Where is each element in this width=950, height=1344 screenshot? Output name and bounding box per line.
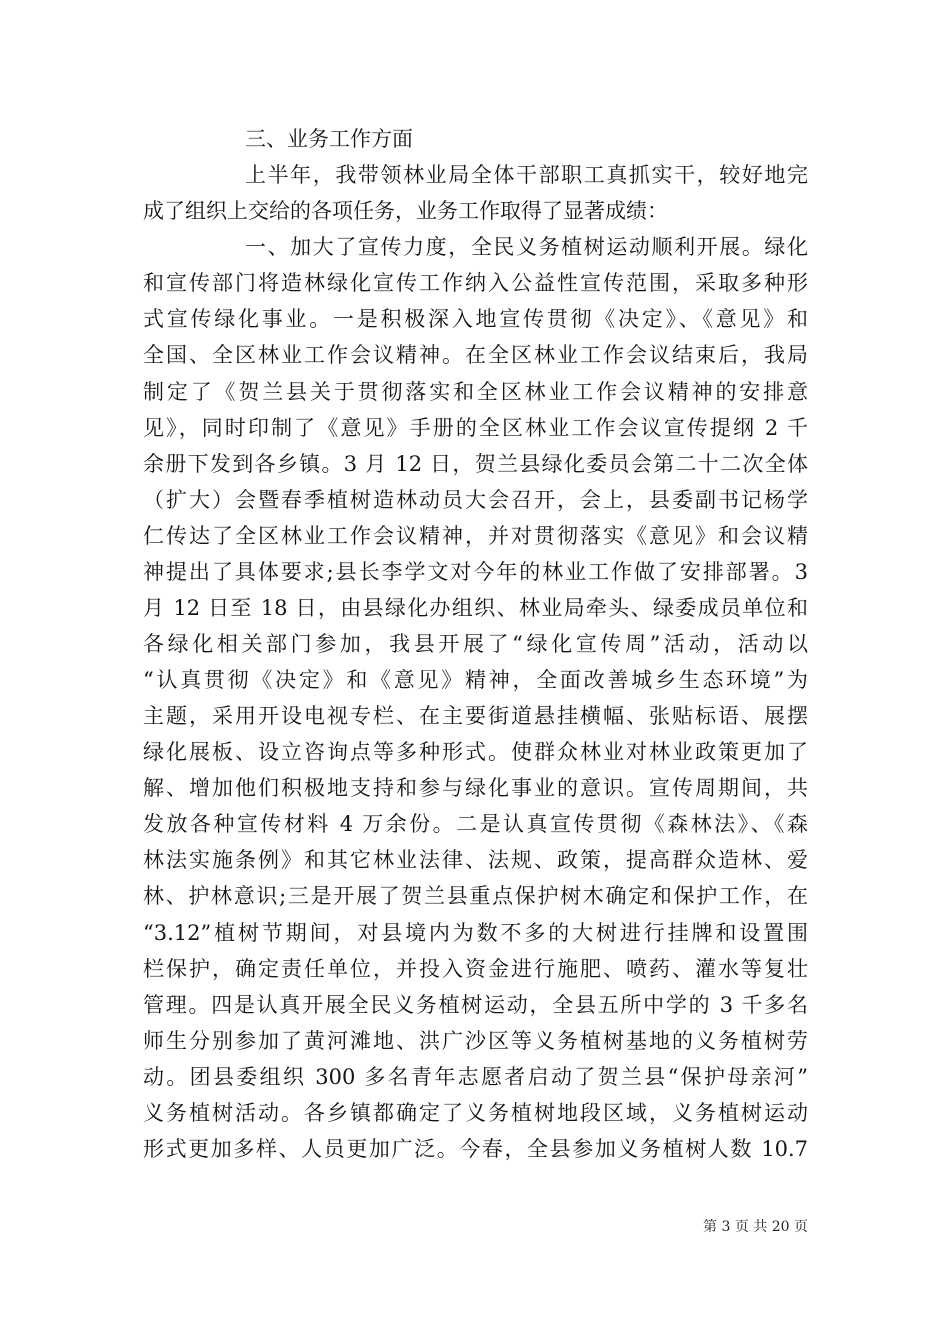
paragraph-line: 发放各种宣传材料 4 万余份。二是认真宣传贯彻《森林法》、《森 [143, 812, 808, 836]
paragraph-line: （扩大）会暨春季植树造林动员大会召开，会上，县委副书记杨学 [143, 488, 808, 512]
paragraph-line: 一、加大了宣传力度，全民义务植树运动顺利开展。绿化 [245, 235, 808, 259]
paragraph-line: 余册下发到各乡镇。3 月 12 日，贺兰县绿化委员会第二十二次全体 [143, 452, 808, 476]
paragraph-line: 动。团县委组织 300 多名青年志愿者启动了贺兰县“保护母亲河” [143, 1065, 808, 1089]
paragraph-line: 式宣传绿化事业。一是积极深入地宣传贯彻《决定》、《意见》和 [143, 307, 808, 331]
paragraph-line: 主题，采用开设电视专栏、在主要街道悬挂横幅、张贴标语、展摆 [143, 704, 808, 728]
paragraph-line: 月 12 日至 18 日，由县绿化办组织、林业局牵头、绿委成员单位和 [143, 596, 808, 620]
paragraph-line: 和宣传部门将造林绿化宣传工作纳入公益性宣传范围，采取多种形 [143, 271, 808, 295]
paragraph-line: “认真贯彻《决定》和《意见》精神，全面改善城乡生态环境”为 [143, 668, 808, 692]
paragraph-line: 形式更加多样、人员更加广泛。今春，全县参加义务植树人数 10.7 [143, 1137, 808, 1161]
paragraph-line: 见》，同时印制了《意见》手册的全区林业工作会议宣传提纲 2 千 [143, 416, 808, 440]
paragraph-line: 林法实施条例》和其它林业法律、法规、政策，提高群众造林、爱 [143, 848, 808, 872]
page-number: 第 3 页 共 20 页 [703, 1219, 808, 1235]
paragraph-line: 林、护林意识;三是开展了贺兰县重点保护树木确定和保护工作，在 [143, 884, 808, 908]
paragraph-line: 制定了《贺兰县关于贯彻落实和全区林业工作会议精神的安排意 [143, 380, 808, 404]
paragraph-line: 管理。四是认真开展全民义务植树运动，全县五所中学的 3 千多名 [143, 993, 808, 1017]
paragraph-line: 成了组织上交给的各项任务，业务工作取得了显著成绩： [143, 199, 668, 223]
paragraph-line: 上半年，我带领林业局全体干部职工真抓实干，较好地完 [245, 163, 808, 187]
paragraph-line: 解、增加他们积极地支持和参与绿化事业的意识。宣传周期间，共 [143, 776, 808, 800]
paragraph-line: 神提出了具体要求;县长李学文对今年的林业工作做了安排部署。3 [143, 560, 808, 584]
paragraph-line: 绿化展板、设立咨询点等多种形式。使群众林业对林业政策更加了 [143, 740, 808, 764]
paragraph-line: 全国、全区林业工作会议精神。在全区林业工作会议结束后，我局 [143, 343, 808, 367]
paragraph-line: “3.12”植树节期间，对县境内为数不多的大树进行挂牌和设置围 [143, 921, 808, 945]
paragraph-line: 仁传达了全区林业工作会议精神，并对贯彻落实《意见》和会议精 [143, 524, 808, 548]
paragraph-line: 各绿化相关部门参加，我县开展了“绿化宣传周”活动，活动以 [143, 632, 808, 656]
paragraph-line: 师生分别参加了黄河滩地、洪广沙区等义务植树基地的义务植树劳 [143, 1029, 808, 1053]
paragraph-line: 栏保护，确定责任单位，并投入资金进行施肥、喷药、灌水等复壮 [143, 957, 808, 981]
paragraph-line: 义务植树活动。各乡镇都确定了义务植树地段区域，义务植树运动 [143, 1101, 808, 1125]
section-heading: 三、业务工作方面 [245, 127, 413, 151]
